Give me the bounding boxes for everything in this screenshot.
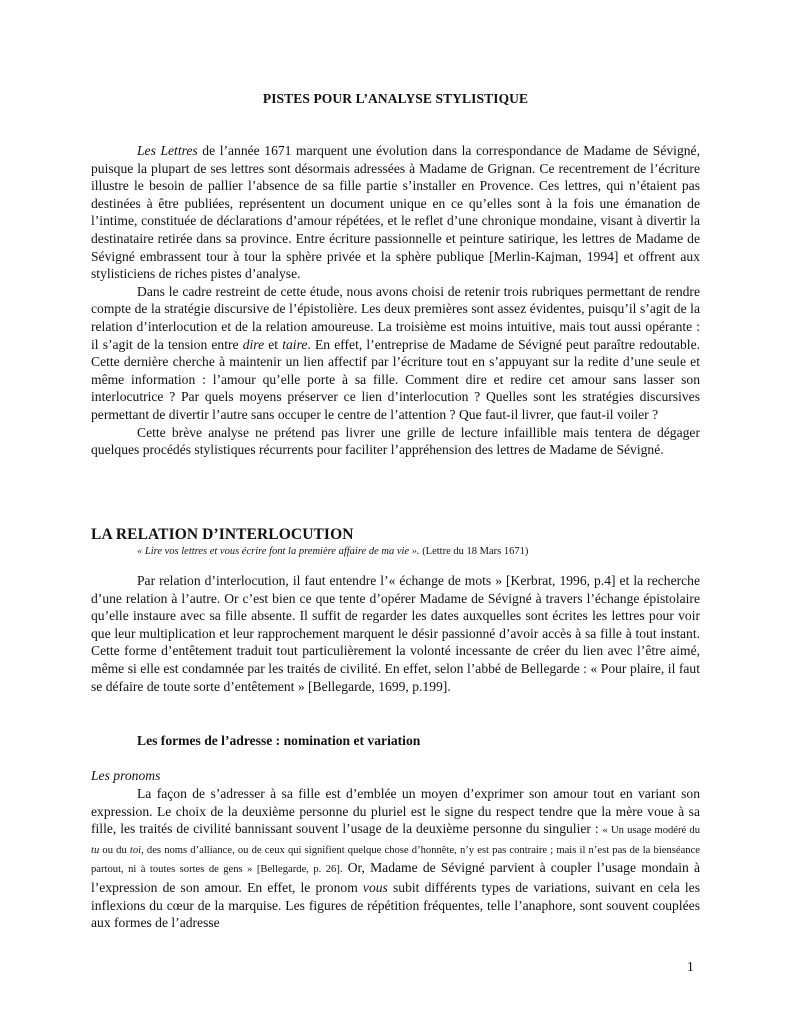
interlocution-section [91,572,700,695]
epigraph [137,545,528,558]
emphasis-taire: taire [282,336,308,352]
emphasis-vous: vous [362,879,388,895]
intro-paragraph-3: Cette brève analyse ne prétend pas livrer une grille de lecture infaillible mais tentera de dégager quelques procédés stylistiques récurrents pour faciliter l’appréhension des lettres de Madame de Sévigné. [91,424,700,458]
emphasis-les-lettres: Les Lettres [137,143,198,158]
pronoms-paragraph: La façon de s’adresser à sa fille est d’emblée un moyen d’exprimer son amour tout en variant son expression. Le choix de la deuxième personne du pluriel est le signe du respect tendre que la mère voue à sa fille, les traités de civilité bannissant souvent l’usage de la deuxième personne du singulier : « Un usage modéré du tu ou du toi, des noms d’alliance, ou de ceux qui signifient quelque chose d’honnête, n’y est pas contraire ; mais il n’est pas de la bienséance partout, ni à toutes sortes de gens » [Bellegarde, p. 26]. Or, Madame de Sévigné parvient à coupler l’usage mondain à l’expression de son amour. En effet, le pronom vous subit différents types de variations, suivant en cela les inflexions du cœur de la marquise. Les figures de répétition fréquentes, telle l’anaphore, sont souvent couplées aux formes de l’adresse [91,786,701,931]
subsection-heading-adresse: Les formes de l’adresse : nomination et variation [137,733,421,748]
sub-heading-pronoms: Les pronoms [91,768,161,783]
intro-paragraph-1: Les Lettres de l’année 1671 marquent une évolution dans la correspondance de Madame de Sévigné, puisque la plupart de ses lettres sont désormais adressées à Madame de Grignan. Ce recentrement de l’écriture illustre le besoin de pallier l’absence de sa fille partie s’installer en Provence. Ces lettres, qui n’étaient pas destinées à être publiées, représentent un document unique en ce qu’elles sont à la fois une émanation de l’intime, constituée de déclarations d’amour répétées, et le reflet d’une chronique mondaine, visant à divertir la destinataire retirée dans sa province. Entre écriture passionnelle et peinture satirique, les lettres de Madame de Sévigné embrassent tour à tour la sphère privée et la sphère publique [Merlin-Kajman, 1994] et offrent aux stylisticiens de riches pistes d’analyse. [91,143,700,282]
section-heading-interlocution: LA RELATION D’INTERLOCUTION [91,526,354,543]
epigraph-quote: « Lire vos lettres et vous écrire font la première affaire de ma vie ». [137,546,420,557]
page-number: 1 [687,959,694,974]
intro-section [91,142,700,459]
interlocution-paragraph: Par relation d’interlocution, il faut entendre l’« échange de mots » [Kerbrat, 1996, p.4] et la recherche d’une relation à l’autre. Or c’est bien ce que tente d’opérer Madame de Sévigné à travers l’échange épistolaire qu’elle instaure avec sa fille absente. Il suffit de regarder les dates auxquelles sont écrites les lettres pour voir que leur multiplication et leur rapprochement marquent le désir passionné d’avoir accès à sa fille à tout instant. Cette forme d’entêtement traduit tout particulièrement la volonté incessante de créer du lien avec l’être aimé, même si elle est condamnée par les traités de civilité. En effet, selon l’abbé de Bellegarde : « Pour plaire, il faut se défaire de toute sorte d’entêtement » [Bellegarde, 1699, p.199]. [91,573,700,694]
bellegarde-quote: « Un usage modéré du tu ou du toi, des noms d’alliance, ou de ceux qui signifient quelque chose d’honnête, n’y est pas contraire ; mais il n’est pas de la bienséance partout, ni à toutes sortes de gens » [Bellegarde, p. 26]. [91,825,701,876]
intro-paragraph-2: Dans le cadre restreint de cette étude, nous avons choisi de retenir trois rubriques permettant de rendre compte de la stratégie discursive de l’épistolière. Les deux premières sont assez évidentes, puisqu’il s’agit de la relation d’interlocution et de la relation amoureuse. La troisième est moins intuitive, mais tout aussi opérante : il s’agit de la tension entre dire et taire. En effet, l’entreprise de Madame de Sévigné peut paraître redoutable. Cette dernière cherche à maintenir un lien affectif par l’écriture tout en s’appuyant sur la redite d’une seule et même information : l’amour qu’elle porte à sa fille. Comment dire et redire cet amour sans lasser son interlocutrice ? Par quels moyens préserver ce lien d’interlocution ? Quelles sont les stratégies discursives permettant de divertir l’autre sans occuper le centre de l’attention ? Que faut-il livrer, que faut-il voiler ? [91,283,700,422]
pronoms-section [91,785,700,932]
emphasis-dire: dire [242,336,265,352]
epigraph-source: (Lettre du 18 Mars 1671) [419,546,529,557]
page-title: PISTES POUR L’ANALYSE STYLISTIQUE [262,91,529,106]
